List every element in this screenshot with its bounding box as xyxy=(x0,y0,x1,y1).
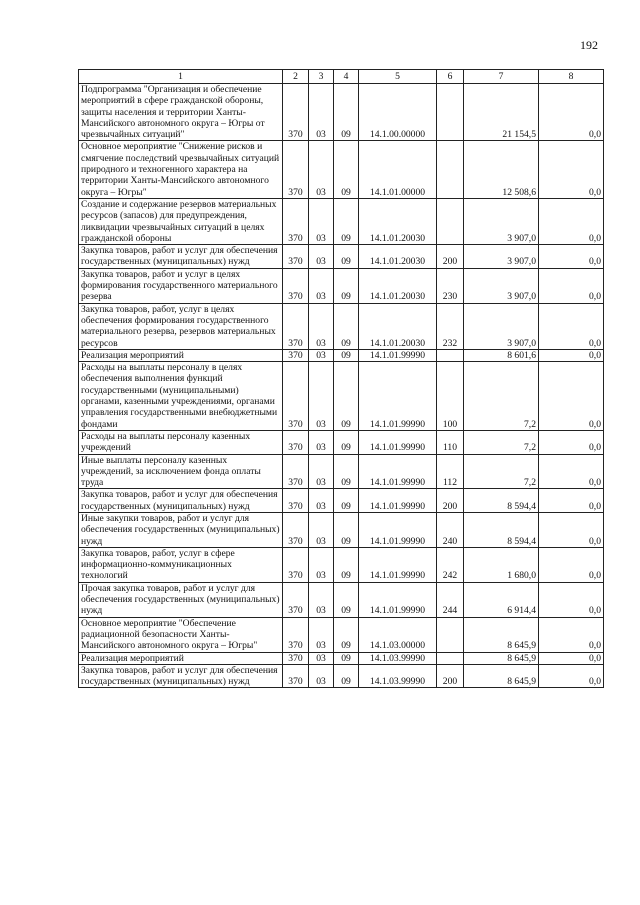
row-name-cell: Иные выплаты персоналу казенных учреждений, за исключением фонда оплаты труда xyxy=(79,454,283,489)
expense-type-cell: 230 xyxy=(437,268,464,303)
ministry-code-cell: 370 xyxy=(283,245,309,269)
subsection-code-cell: 09 xyxy=(334,430,359,454)
second-amount-cell: 0,0 xyxy=(539,349,604,361)
table-row xyxy=(79,430,604,454)
expense-type-cell: 112 xyxy=(437,454,464,489)
subsection-code-cell: 09 xyxy=(334,349,359,361)
section-code-cell: 03 xyxy=(309,141,334,198)
table-row xyxy=(79,652,604,664)
ministry-code-cell: 370 xyxy=(283,489,309,513)
second-amount-cell: 0,0 xyxy=(539,617,604,652)
subsection-code-cell: 09 xyxy=(334,141,359,198)
ministry-code-cell: 370 xyxy=(283,303,309,349)
column-header: 4 xyxy=(334,70,359,84)
expense-type-cell xyxy=(437,617,464,652)
column-header: 1 xyxy=(79,70,283,84)
target-article-cell: 14.1.01.20030 xyxy=(359,198,437,244)
second-amount-cell: 0,0 xyxy=(539,198,604,244)
target-article-cell: 14.1.01.99990 xyxy=(359,430,437,454)
ministry-code-cell: 370 xyxy=(283,512,309,547)
ministry-code-cell: 370 xyxy=(283,547,309,582)
second-amount-cell: 0,0 xyxy=(539,652,604,664)
target-article-cell: 14.1.03.00000 xyxy=(359,617,437,652)
target-article-cell: 14.1.01.99990 xyxy=(359,489,437,513)
second-amount-cell: 0,0 xyxy=(539,454,604,489)
second-amount-cell: 0,0 xyxy=(539,245,604,269)
column-header: 8 xyxy=(539,70,604,84)
amount-cell: 3 907,0 xyxy=(464,245,539,269)
section-code-cell: 03 xyxy=(309,652,334,664)
table-row xyxy=(79,362,604,431)
table-row xyxy=(79,349,604,361)
row-name-cell: Прочая закупка товаров, работ и услуг для обеспечения государственных (муниципальных) нужд xyxy=(79,582,283,617)
second-amount-cell: 0,0 xyxy=(539,489,604,513)
row-name-cell: Закупка товаров, работ, услуг в сфере информационно-коммуникационных технологий xyxy=(79,547,283,582)
section-code-cell: 03 xyxy=(309,84,334,141)
subsection-code-cell: 09 xyxy=(334,652,359,664)
subsection-code-cell: 09 xyxy=(334,454,359,489)
second-amount-cell: 0,0 xyxy=(539,268,604,303)
column-header: 3 xyxy=(309,70,334,84)
expense-type-cell: 200 xyxy=(437,489,464,513)
amount-cell: 3 907,0 xyxy=(464,198,539,244)
target-article-cell: 14.1.01.99990 xyxy=(359,582,437,617)
target-article-cell: 14.1.01.99990 xyxy=(359,547,437,582)
row-name-cell: Основное мероприятие "Обеспечение радиационной безопасности Ханты-Мансийского автономного округа – Югры" xyxy=(79,617,283,652)
section-code-cell: 03 xyxy=(309,512,334,547)
second-amount-cell: 0,0 xyxy=(539,430,604,454)
amount-cell: 1 680,0 xyxy=(464,547,539,582)
ministry-code-cell: 370 xyxy=(283,582,309,617)
expense-type-cell: 110 xyxy=(437,430,464,454)
amount-cell: 8 594,4 xyxy=(464,512,539,547)
section-code-cell: 03 xyxy=(309,489,334,513)
subsection-code-cell: 09 xyxy=(334,268,359,303)
ministry-code-cell: 370 xyxy=(283,617,309,652)
amount-cell: 12 508,6 xyxy=(464,141,539,198)
subsection-code-cell: 09 xyxy=(334,362,359,431)
expense-type-cell xyxy=(437,84,464,141)
target-article-cell: 14.1.01.00000 xyxy=(359,141,437,198)
section-code-cell: 03 xyxy=(309,547,334,582)
target-article-cell: 14.1.01.99990 xyxy=(359,362,437,431)
table-header-row xyxy=(79,70,604,84)
section-code-cell: 03 xyxy=(309,303,334,349)
ministry-code-cell: 370 xyxy=(283,430,309,454)
expense-type-cell: 242 xyxy=(437,547,464,582)
row-name-cell: Расходы на выплаты персоналу казенных учреждений xyxy=(79,430,283,454)
row-name-cell: Реализация мероприятий xyxy=(79,349,283,361)
expense-type-cell: 100 xyxy=(437,362,464,431)
amount-cell: 7,2 xyxy=(464,454,539,489)
second-amount-cell: 0,0 xyxy=(539,84,604,141)
expense-type-cell xyxy=(437,652,464,664)
amount-cell: 6 914,4 xyxy=(464,582,539,617)
amount-cell: 8 594,4 xyxy=(464,489,539,513)
column-header: 2 xyxy=(283,70,309,84)
ministry-code-cell: 370 xyxy=(283,198,309,244)
row-name-cell: Иные закупки товаров, работ и услуг для обеспечения государственных (муниципальных) нужд xyxy=(79,512,283,547)
expense-type-cell xyxy=(437,349,464,361)
column-header: 7 xyxy=(464,70,539,84)
subsection-code-cell: 09 xyxy=(334,198,359,244)
table-row xyxy=(79,454,604,489)
target-article-cell: 14.1.00.00000 xyxy=(359,84,437,141)
amount-cell: 21 154,5 xyxy=(464,84,539,141)
table-row xyxy=(79,547,604,582)
target-article-cell: 14.1.01.20030 xyxy=(359,303,437,349)
ministry-code-cell: 370 xyxy=(283,84,309,141)
table-row xyxy=(79,582,604,617)
row-name-cell: Закупка товаров, работ и услуг для обеспечения государственных (муниципальных) нужд xyxy=(79,664,283,688)
ministry-code-cell: 370 xyxy=(283,141,309,198)
ministry-code-cell: 370 xyxy=(283,268,309,303)
section-code-cell: 03 xyxy=(309,362,334,431)
amount-cell: 8 601,6 xyxy=(464,349,539,361)
table-row xyxy=(79,303,604,349)
row-name-cell: Расходы на выплаты персоналу в целях обеспечения выполнения функций государственными (муниципальными) органами, казенными учреждениями, органами управления государственными внебюджетными фондами xyxy=(79,362,283,431)
expense-type-cell: 244 xyxy=(437,582,464,617)
row-name-cell: Закупка товаров, работ, услуг в целях обеспечения формирования государственного материального резерва, резервов материальных ресурсов xyxy=(79,303,283,349)
second-amount-cell: 0,0 xyxy=(539,141,604,198)
row-name-cell: Закупка товаров, работ и услуг для обеспечения государственных (муниципальных) нужд xyxy=(79,245,283,269)
expense-type-cell xyxy=(437,141,464,198)
ministry-code-cell: 370 xyxy=(283,664,309,688)
subsection-code-cell: 09 xyxy=(334,547,359,582)
ministry-code-cell: 370 xyxy=(283,349,309,361)
target-article-cell: 14.1.03.99990 xyxy=(359,664,437,688)
row-name-cell: Закупка товаров, работ и услуг в целях формирования государственного материального резерва xyxy=(79,268,283,303)
ministry-code-cell: 370 xyxy=(283,652,309,664)
amount-cell: 8 645,9 xyxy=(464,664,539,688)
row-name-cell: Закупка товаров, работ и услуг для обеспечения государственных (муниципальных) нужд xyxy=(79,489,283,513)
subsection-code-cell: 09 xyxy=(334,245,359,269)
amount-cell: 3 907,0 xyxy=(464,268,539,303)
expense-type-cell: 240 xyxy=(437,512,464,547)
table-row xyxy=(79,512,604,547)
column-header: 6 xyxy=(437,70,464,84)
section-code-cell: 03 xyxy=(309,664,334,688)
amount-cell: 8 645,9 xyxy=(464,617,539,652)
section-code-cell: 03 xyxy=(309,349,334,361)
ministry-code-cell: 370 xyxy=(283,454,309,489)
section-code-cell: 03 xyxy=(309,582,334,617)
amount-cell: 8 645,9 xyxy=(464,652,539,664)
subsection-code-cell: 09 xyxy=(334,303,359,349)
row-name-cell: Основное мероприятие "Снижение рисков и смягчение последствий чрезвычайных ситуаций природного и техногенного характера на территории Ханты-Мансийского автономного округа – Югры" xyxy=(79,141,283,198)
expense-type-cell: 200 xyxy=(437,664,464,688)
section-code-cell: 03 xyxy=(309,245,334,269)
second-amount-cell: 0,0 xyxy=(539,303,604,349)
subsection-code-cell: 09 xyxy=(334,512,359,547)
target-article-cell: 14.1.01.99990 xyxy=(359,349,437,361)
table-row xyxy=(79,489,604,513)
second-amount-cell: 0,0 xyxy=(539,362,604,431)
second-amount-cell: 0,0 xyxy=(539,512,604,547)
second-amount-cell: 0,0 xyxy=(539,582,604,617)
expense-type-cell: 200 xyxy=(437,245,464,269)
expense-type-cell xyxy=(437,198,464,244)
table-row xyxy=(79,245,604,269)
subsection-code-cell: 09 xyxy=(334,489,359,513)
subsection-code-cell: 09 xyxy=(334,664,359,688)
subsection-code-cell: 09 xyxy=(334,617,359,652)
table-row xyxy=(79,84,604,141)
amount-cell: 7,2 xyxy=(464,430,539,454)
target-article-cell: 14.1.01.20030 xyxy=(359,268,437,303)
expense-type-cell: 232 xyxy=(437,303,464,349)
table-row xyxy=(79,664,604,688)
subsection-code-cell: 09 xyxy=(334,582,359,617)
section-code-cell: 03 xyxy=(309,430,334,454)
target-article-cell: 14.1.01.20030 xyxy=(359,245,437,269)
table-row xyxy=(79,198,604,244)
table-row xyxy=(79,617,604,652)
second-amount-cell: 0,0 xyxy=(539,547,604,582)
target-article-cell: 14.1.01.99990 xyxy=(359,454,437,489)
row-name-cell: Реализация мероприятий xyxy=(79,652,283,664)
row-name-cell: Создание и содержание резервов материальных ресурсов (запасов) для предупреждения, ликвидации чрезвычайных ситуаций в целях гражданской обороны xyxy=(79,198,283,244)
budget-table xyxy=(78,69,604,688)
ministry-code-cell: 370 xyxy=(283,362,309,431)
amount-cell: 3 907,0 xyxy=(464,303,539,349)
section-code-cell: 03 xyxy=(309,268,334,303)
column-header: 5 xyxy=(359,70,437,84)
table-row xyxy=(79,268,604,303)
table-row xyxy=(79,141,604,198)
section-code-cell: 03 xyxy=(309,454,334,489)
target-article-cell: 14.1.03.99990 xyxy=(359,652,437,664)
amount-cell: 7,2 xyxy=(464,362,539,431)
target-article-cell: 14.1.01.99990 xyxy=(359,512,437,547)
page-number: 192 xyxy=(580,38,598,52)
subsection-code-cell: 09 xyxy=(334,84,359,141)
section-code-cell: 03 xyxy=(309,617,334,652)
row-name-cell: Подпрограмма "Организация и обеспечение мероприятий в сфере гражданской обороны, защиты населения и территории Ханты-Мансийского автономного округа – Югры от чрезвычайных ситуаций" xyxy=(79,84,283,141)
second-amount-cell: 0,0 xyxy=(539,664,604,688)
section-code-cell: 03 xyxy=(309,198,334,244)
